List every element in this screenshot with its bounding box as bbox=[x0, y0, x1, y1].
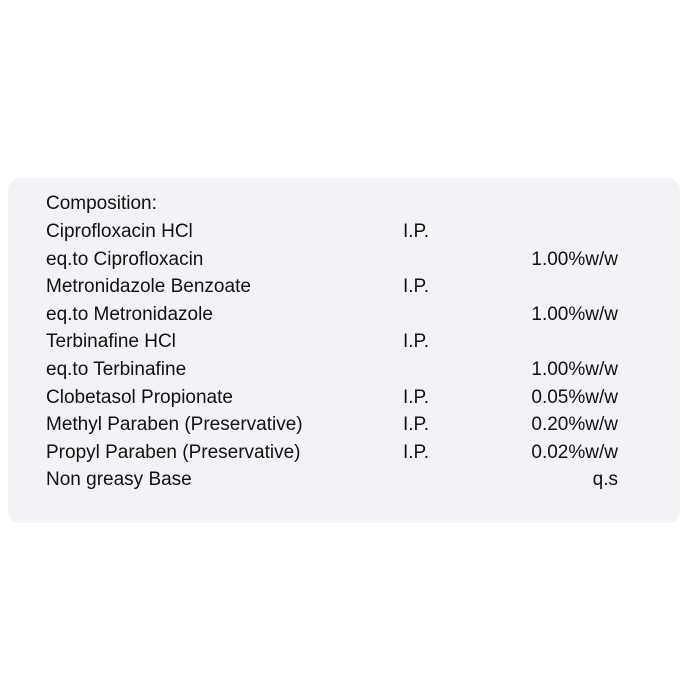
ingredient-standard: I.P. bbox=[403, 414, 430, 436]
ingredient-standard: I.P. bbox=[403, 221, 430, 242]
ingredient-standard: I.P. bbox=[403, 441, 430, 463]
ingredient-row bbox=[8, 301, 680, 329]
ingredient-name: Ciprofloxacin HCl bbox=[46, 221, 193, 242]
ingredient-standard: I.P. bbox=[403, 331, 430, 353]
ingredient-list bbox=[8, 218, 680, 494]
ingredient-quantity: 0.20%w/w bbox=[531, 414, 618, 436]
ingredient-quantity: q.s bbox=[592, 469, 618, 491]
ingredient-row bbox=[8, 328, 680, 356]
ingredient-name: eq.to Metronidazole bbox=[46, 303, 213, 325]
ingredient-name: Methyl Paraben (Preservative) bbox=[46, 414, 303, 436]
ingredient-row bbox=[8, 218, 680, 246]
composition-heading: Composition: bbox=[46, 193, 157, 214]
ingredient-name: eq.to Ciprofloxacin bbox=[46, 248, 204, 270]
ingredient-row bbox=[8, 384, 680, 412]
ingredient-name: Non greasy Base bbox=[46, 469, 192, 491]
ingredient-row bbox=[8, 356, 680, 384]
ingredient-quantity: 1.00%w/w bbox=[531, 358, 618, 380]
composition-label bbox=[8, 178, 680, 523]
ingredient-name: Propyl Paraben (Preservative) bbox=[46, 441, 301, 463]
ingredient-quantity: 1.00%w/w bbox=[531, 248, 618, 270]
ingredient-name: Clobetasol Propionate bbox=[46, 386, 233, 408]
ingredient-quantity: 0.02%w/w bbox=[531, 441, 618, 463]
ingredient-row bbox=[8, 411, 680, 439]
ingredient-row bbox=[8, 273, 680, 301]
ingredient-row bbox=[8, 439, 680, 467]
ingredient-row bbox=[8, 246, 680, 274]
ingredient-name: eq.to Terbinafine bbox=[46, 358, 187, 380]
ingredient-name: Metronidazole Benzoate bbox=[46, 276, 251, 298]
ingredient-name: Terbinafine HCl bbox=[46, 331, 176, 353]
ingredient-quantity: 0.05%w/w bbox=[531, 386, 618, 408]
ingredient-row bbox=[8, 466, 680, 494]
ingredient-quantity: 1.00%w/w bbox=[531, 303, 618, 325]
ingredient-standard: I.P. bbox=[403, 386, 430, 408]
ingredient-standard: I.P. bbox=[403, 276, 430, 298]
